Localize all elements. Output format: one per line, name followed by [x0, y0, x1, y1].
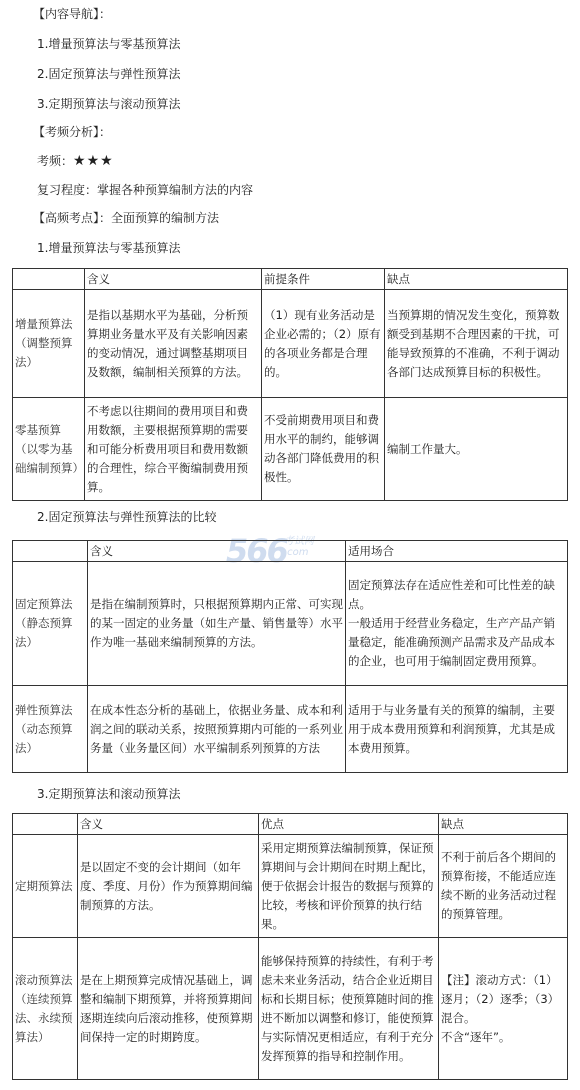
- table-row: [13, 562, 568, 686]
- drawback-note: 不含“逐年”。: [441, 1029, 511, 1044]
- nav-title: 【内容导航】：: [33, 7, 112, 21]
- condition-cell: 不受前期费用项目和费用水平的制约，能够调动各部门降低费用的积极性。: [262, 398, 385, 501]
- header-cell-merit: 优点: [259, 814, 439, 835]
- table-row: [13, 686, 568, 773]
- watermark-text1: 考试网: [284, 536, 314, 547]
- hot-points: 【高频考点】：全面预算的编制方法: [33, 211, 220, 225]
- drawback-cell: 当预算期的情况发生变化，预算数额受到基期不合理因素的干扰，可能导致预算的不准确，不利于调动各部门达成预算目标的积极性。: [385, 290, 568, 398]
- header-cell-empty: [13, 269, 85, 290]
- usage-paragraph: 一般适用于经营业务稳定，生产产品产销量稳定，能准确预测产品需求及产品成本的企业，也可用于编制固定费用预算。: [348, 616, 555, 668]
- method-name: 滚动预算法（连续预算法、永续预算法）: [13, 938, 78, 1080]
- header-cell-empty: [13, 814, 78, 835]
- header-cell-condition: 前提条件: [262, 269, 385, 290]
- section2-title: 2.固定预算法与弹性预算法的比较: [37, 510, 217, 524]
- watermark-number: 566: [226, 532, 287, 570]
- usage-cell: [346, 562, 568, 686]
- merit-cell: 采用定期预算法编制预算，保证预算期间与会计期间在时期上配比，便于依据会计报告的数据与预算的比较，考核和评价预算的执行结果。: [259, 835, 439, 938]
- section1-title: 1.增量预算法与零基预算法: [37, 241, 181, 255]
- header-cell-empty: [13, 541, 88, 562]
- header-cell-meaning: 含义: [88, 541, 346, 562]
- freq-stars: ★★★: [73, 153, 114, 169]
- table-header-row: [13, 541, 568, 562]
- nav-item-2[interactable]: 2.固定预算法与弹性预算法: [37, 67, 181, 81]
- usage-paragraph: 固定预算法存在适应性差和可比性差的缺点。: [348, 578, 555, 611]
- condition-cell: （1）现有业务活动是企业必需的；（2）原有的各项业务都是合理的。: [262, 290, 385, 398]
- section3-title: 3.定期预算法和滚动预算法: [37, 787, 181, 801]
- header-cell-meaning: 含义: [78, 814, 259, 835]
- method-name: 弹性预算法（动态预算法）: [13, 686, 88, 773]
- drawback-cell: 不利于前后各个期间的预算衔接，不能适应连续不断的业务活动过程的预算管理。: [439, 835, 568, 938]
- method-name: 增量预算法（调整预算法）: [13, 290, 85, 398]
- meaning-cell: 不考虑以往期间的费用项目和费用数额，主要根据预算期的需要和可能分析费用项目和费用数额的合理性，综合平衡编制费用预算。: [85, 398, 262, 501]
- nav-item-1[interactable]: 1.增量预算法与零基预算法: [37, 37, 181, 51]
- table-row: [13, 835, 568, 938]
- table-periodic-rolling: [12, 813, 568, 1080]
- method-name: 零基预算（以零为基础编制预算）: [13, 398, 85, 501]
- meaning-cell: 是以固定不变的会计期间（如年度、季度、月份）作为预算期间编制预算的方法。: [78, 835, 259, 938]
- header-cell-meaning: 含义: [85, 269, 262, 290]
- freq-line: [37, 153, 114, 169]
- review-level: 复习程度：掌握各种预算编制方法的内容: [37, 183, 254, 197]
- table-incremental-zero-based: [12, 268, 568, 501]
- method-name: 固定预算法（静态预算法）: [13, 562, 88, 686]
- header-cell-drawback: 缺点: [439, 814, 568, 835]
- header-cell-usage: 适用场合: [346, 541, 568, 562]
- drawback-cell: 编制工作量大。: [385, 398, 568, 501]
- drawback-note: 【注】滚动方式：（1）逐月；（2）逐季；（3）混合。: [441, 972, 560, 1025]
- table-header-row: [13, 269, 568, 290]
- meaning-cell: 是指在编制预算时，只根据预算期内正常、可实现的某一固定的业务量（如生产量、销售量等）水平作为唯一基础来编制预算的方法。: [88, 562, 346, 686]
- table-header-row: [13, 814, 568, 835]
- freq-label: 考频：: [37, 154, 74, 168]
- meaning-cell: 是在上期预算完成情况基础上，调整和编制下期预算，并将预算期间逐期连续向后滚动推移，使预算期间保持一定的时期跨度。: [78, 938, 259, 1080]
- table-row: [13, 290, 568, 398]
- nav-item-3[interactable]: 3.定期预算法与滚动预算法: [37, 97, 181, 111]
- table-row: [13, 938, 568, 1080]
- method-name: 定期预算法: [13, 835, 78, 938]
- meaning-cell: 是指以基期水平为基础，分析预算期业务量水平及有关影响因素的变动情况，通过调整基期项目及数额，编制相关预算的方法。: [85, 290, 262, 398]
- header-cell-drawback: 缺点: [385, 269, 568, 290]
- drawback-cell: [439, 938, 568, 1080]
- watermark-text2: .com: [284, 547, 309, 558]
- merit-cell: 能够保持预算的持续性，有利于考虑未来业务活动，结合企业近期目标和长期目标；使预算随时间的推进不断加以调整和修订，能使预算与实际情况更相适应，有利于充分发挥预算的指导和控制作用。: [259, 938, 439, 1080]
- table-fixed-flexible: [12, 540, 568, 773]
- analysis-title: 【考频分析】：: [33, 125, 112, 139]
- usage-cell: 适用于与业务量有关的预算的编制，主要用于成本费用预算和利润预算，尤其是成本费用预算。: [346, 686, 568, 773]
- meaning-cell: 在成本性态分析的基础上，依据业务量、成本和利润之间的联动关系，按照预算期内可能的一系列业务量（业务量区间）水平编制系列预算的方法: [88, 686, 346, 773]
- table-row: [13, 398, 568, 501]
